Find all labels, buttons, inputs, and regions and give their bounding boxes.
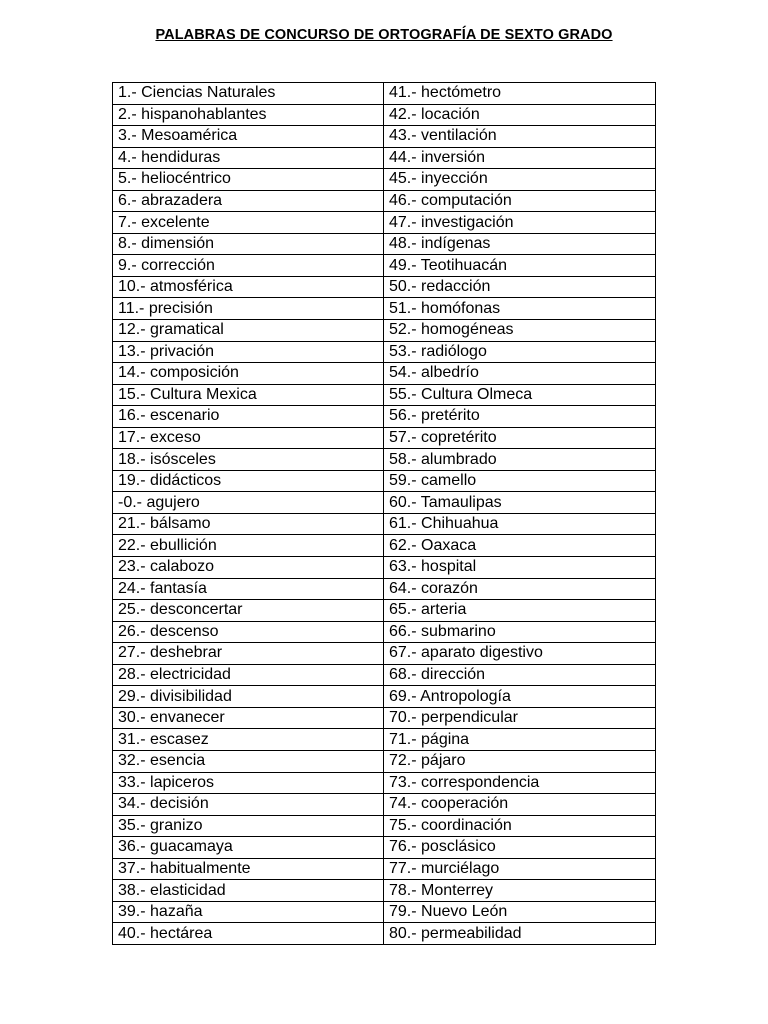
word-cell-right: 49.- Teotihuacán bbox=[384, 255, 656, 277]
table-row bbox=[113, 578, 656, 600]
word-cell-right: 76.- posclásico bbox=[384, 837, 656, 859]
word-cell-left: 29.- divisibilidad bbox=[113, 686, 384, 708]
word-cell-right: 80.- permeabilidad bbox=[384, 923, 656, 945]
word-cell-right: 55.- Cultura Olmeca bbox=[384, 384, 656, 406]
word-list-table bbox=[112, 82, 656, 945]
word-cell-left: 4.- hendiduras bbox=[113, 147, 384, 169]
word-cell-right: 69.- Antropología bbox=[384, 686, 656, 708]
word-cell-right: 52.- homogéneas bbox=[384, 320, 656, 342]
word-cell-left: 35.- granizo bbox=[113, 815, 384, 837]
word-cell-right: 72.- pájaro bbox=[384, 750, 656, 772]
word-cell-left: 37.- habitualmente bbox=[113, 858, 384, 880]
word-cell-right: 67.- aparato digestivo bbox=[384, 643, 656, 665]
word-cell-left: 14.- composición bbox=[113, 363, 384, 385]
table-row bbox=[113, 750, 656, 772]
word-cell-left: 26.- descenso bbox=[113, 621, 384, 643]
table-row bbox=[113, 427, 656, 449]
word-cell-right: 63.- hospital bbox=[384, 557, 656, 579]
word-cell-right: 77.- murciélago bbox=[384, 858, 656, 880]
word-cell-right: 78.- Monterrey bbox=[384, 880, 656, 902]
word-cell-right: 71.- página bbox=[384, 729, 656, 751]
word-cell-right: 60.- Tamaulipas bbox=[384, 492, 656, 514]
table-row bbox=[113, 858, 656, 880]
word-cell-right: 45.- inyección bbox=[384, 169, 656, 191]
word-cell-right: 44.- inversión bbox=[384, 147, 656, 169]
word-cell-left: 13.- privación bbox=[113, 341, 384, 363]
word-cell-left: 18.- isósceles bbox=[113, 449, 384, 471]
table-row bbox=[113, 535, 656, 557]
table-row bbox=[113, 147, 656, 169]
document-title: PALABRAS DE CONCURSO DE ORTOGRAFÍA DE SEXTO GRADO bbox=[155, 27, 613, 43]
table-row bbox=[113, 729, 656, 751]
table-row bbox=[113, 600, 656, 622]
word-cell-left: 21.- bálsamo bbox=[113, 513, 384, 535]
table-row bbox=[113, 923, 656, 945]
word-cell-right: 65.- arteria bbox=[384, 600, 656, 622]
word-cell-right: 61.- Chihuahua bbox=[384, 513, 656, 535]
word-cell-right: 74.- cooperación bbox=[384, 794, 656, 816]
table-row bbox=[113, 406, 656, 428]
word-cell-left: 11.- precisión bbox=[113, 298, 384, 320]
word-cell-right: 57.- copretérito bbox=[384, 427, 656, 449]
word-cell-right: 50.- redacción bbox=[384, 276, 656, 298]
table-row bbox=[113, 190, 656, 212]
word-cell-right: 51.- homófonas bbox=[384, 298, 656, 320]
word-cell-left: 40.- hectárea bbox=[113, 923, 384, 945]
table-row bbox=[113, 169, 656, 191]
table-row bbox=[113, 686, 656, 708]
word-cell-right: 64.- corazón bbox=[384, 578, 656, 600]
word-cell-left: 12.- gramatical bbox=[113, 320, 384, 342]
word-cell-right: 66.- submarino bbox=[384, 621, 656, 643]
word-cell-left: 39.- hazaña bbox=[113, 901, 384, 923]
table-row bbox=[113, 83, 656, 105]
word-cell-left: 27.- deshebrar bbox=[113, 643, 384, 665]
table-row bbox=[113, 513, 656, 535]
table-row bbox=[113, 320, 656, 342]
word-cell-right: 47.- investigación bbox=[384, 212, 656, 234]
word-cell-left: 16.- escenario bbox=[113, 406, 384, 428]
word-cell-left: 32.- esencia bbox=[113, 750, 384, 772]
word-cell-left: 30.- envanecer bbox=[113, 707, 384, 729]
word-cell-left: 24.- fantasía bbox=[113, 578, 384, 600]
word-cell-left: 25.- desconcertar bbox=[113, 600, 384, 622]
table-row bbox=[113, 557, 656, 579]
word-cell-right: 41.- hectómetro bbox=[384, 83, 656, 105]
word-cell-right: 42.- locación bbox=[384, 104, 656, 126]
table-row bbox=[113, 363, 656, 385]
word-cell-right: 53.- radiólogo bbox=[384, 341, 656, 363]
word-cell-left: 36.- guacamaya bbox=[113, 837, 384, 859]
word-cell-left: 6.- abrazadera bbox=[113, 190, 384, 212]
word-cell-right: 46.- computación bbox=[384, 190, 656, 212]
table-row bbox=[113, 126, 656, 148]
word-cell-right: 73.- correspondencia bbox=[384, 772, 656, 794]
table-row bbox=[113, 341, 656, 363]
table-row bbox=[113, 104, 656, 126]
word-cell-right: 43.- ventilación bbox=[384, 126, 656, 148]
table-row bbox=[113, 664, 656, 686]
table-row bbox=[113, 643, 656, 665]
word-cell-left: 3.- Mesoamérica bbox=[113, 126, 384, 148]
table-row bbox=[113, 298, 656, 320]
table-row bbox=[113, 815, 656, 837]
word-cell-right: 68.- dirección bbox=[384, 664, 656, 686]
word-cell-left: 22.- ebullición bbox=[113, 535, 384, 557]
table-row bbox=[113, 901, 656, 923]
word-cell-left: 19.- didácticos bbox=[113, 470, 384, 492]
table-row bbox=[113, 470, 656, 492]
table-row bbox=[113, 384, 656, 406]
word-cell-right: 70.- perpendicular bbox=[384, 707, 656, 729]
word-cell-right: 75.- coordinación bbox=[384, 815, 656, 837]
word-cell-right: 79.- Nuevo León bbox=[384, 901, 656, 923]
word-cell-left: 31.- escasez bbox=[113, 729, 384, 751]
word-cell-right: 59.- camello bbox=[384, 470, 656, 492]
word-cell-left: 28.- electricidad bbox=[113, 664, 384, 686]
table-row bbox=[113, 772, 656, 794]
word-cell-left: 9.- corrección bbox=[113, 255, 384, 277]
word-cell-left: 1.- Ciencias Naturales bbox=[113, 83, 384, 105]
table-row bbox=[113, 492, 656, 514]
table-row bbox=[113, 212, 656, 234]
word-list-body bbox=[113, 83, 656, 945]
word-cell-right: 48.- indígenas bbox=[384, 233, 656, 255]
word-cell-right: 58.- alumbrado bbox=[384, 449, 656, 471]
word-cell-left: 34.- decisión bbox=[113, 794, 384, 816]
table-row bbox=[113, 837, 656, 859]
word-cell-left: 5.- heliocéntrico bbox=[113, 169, 384, 191]
word-cell-left: 23.- calabozo bbox=[113, 557, 384, 579]
word-cell-left: 8.- dimensión bbox=[113, 233, 384, 255]
table-row bbox=[113, 794, 656, 816]
word-cell-right: 56.- pretérito bbox=[384, 406, 656, 428]
table-row bbox=[113, 233, 656, 255]
table-row bbox=[113, 707, 656, 729]
word-cell-left: 7.- excelente bbox=[113, 212, 384, 234]
word-cell-left: 17.- exceso bbox=[113, 427, 384, 449]
word-cell-left: 10.- atmosférica bbox=[113, 276, 384, 298]
word-cell-left: 15.- Cultura Mexica bbox=[113, 384, 384, 406]
word-cell-left: 2.- hispanohablantes bbox=[113, 104, 384, 126]
table-row bbox=[113, 449, 656, 471]
word-cell-right: 54.- albedrío bbox=[384, 363, 656, 385]
table-row bbox=[113, 880, 656, 902]
word-cell-left: 38.- elasticidad bbox=[113, 880, 384, 902]
table-row bbox=[113, 255, 656, 277]
table-row bbox=[113, 621, 656, 643]
word-cell-left: 33.- lapiceros bbox=[113, 772, 384, 794]
table-row bbox=[113, 276, 656, 298]
word-cell-left: -0.- agujero bbox=[113, 492, 384, 514]
word-cell-right: 62.- Oaxaca bbox=[384, 535, 656, 557]
